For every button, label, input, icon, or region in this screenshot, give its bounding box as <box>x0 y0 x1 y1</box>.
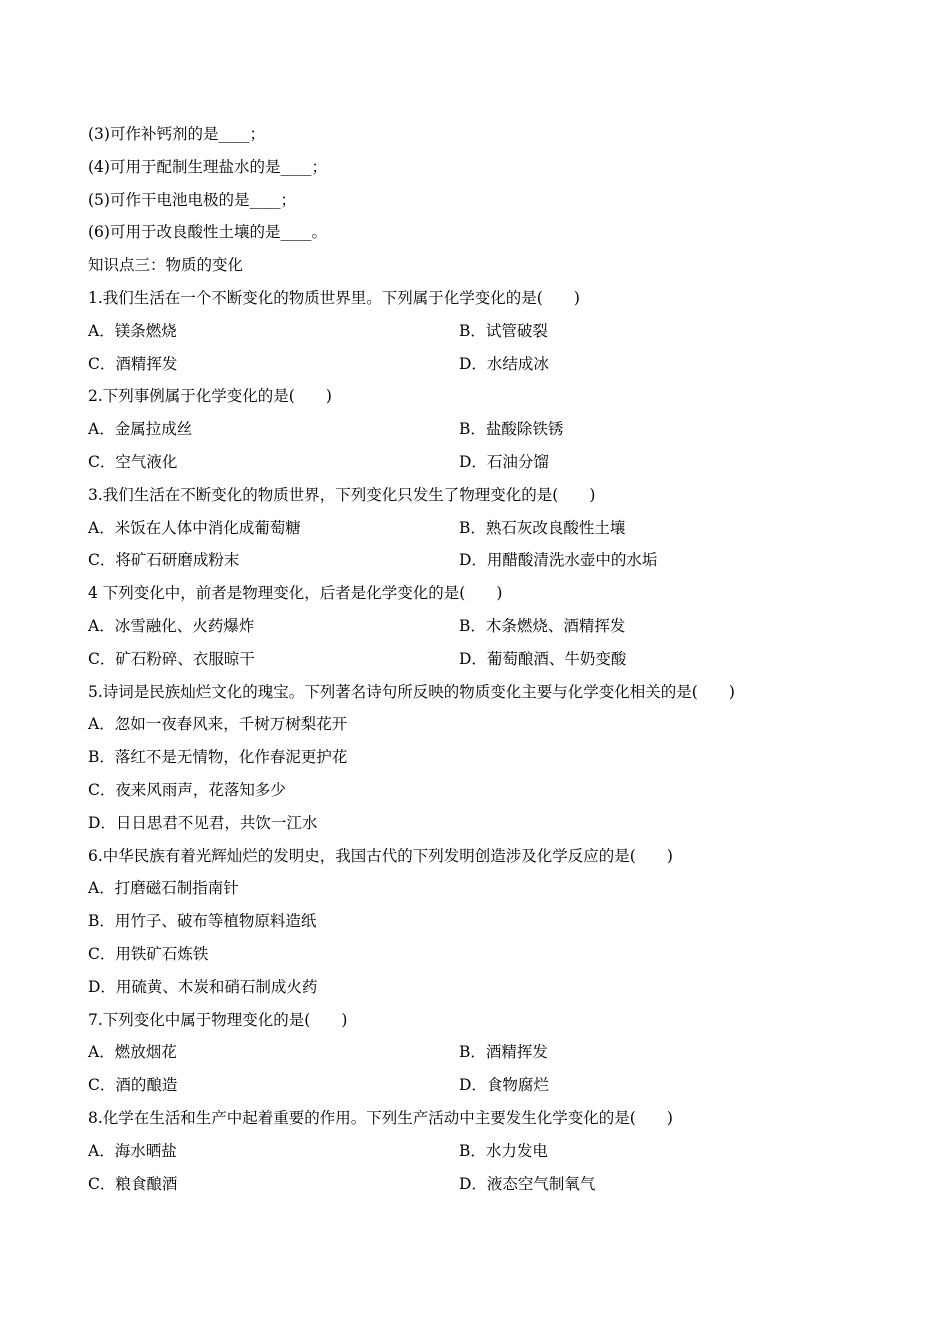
option-row <box>88 413 868 446</box>
option-a: A．海水晒盐 <box>88 1141 177 1160</box>
option-c: C．矿石粉碎、衣服晾干 <box>88 649 255 668</box>
option-b: B．熟石灰改良酸性土壤 <box>459 518 626 537</box>
option-c: C．用铁矿石炼铁 <box>88 944 209 963</box>
option-b: B．盐酸除铁锈 <box>459 420 564 439</box>
fill-item: (3)可作补钙剂的是____； <box>88 125 265 143</box>
option-row <box>88 1036 868 1069</box>
option-d: D．用硫黄、木炭和硝石制成火药 <box>88 977 318 996</box>
option-d: D．石油分馏 <box>459 452 549 471</box>
question-stem: 8.化学在生活和生产中起着重要的作用。下列生产活动中主要发生化学变化的是( ) <box>88 1108 673 1127</box>
option-d: D．日日思君不见君，共饮一江水 <box>88 813 318 832</box>
question-stem: 5.诗词是民族灿烂文化的瑰宝。下列著名诗句所反映的物质变化主要与化学变化相关的是( ) <box>88 682 735 701</box>
section-title: 知识点三：物质的变化 <box>88 256 244 275</box>
question-stem: 1.我们生活在一个不断变化的物质世界里。下列属于化学变化的是( ) <box>88 288 580 307</box>
option-b: B．试管破裂 <box>459 321 548 340</box>
option-c: C．酒精挥发 <box>88 354 178 373</box>
option-d: D．葡萄酿酒、牛奶变酸 <box>459 649 627 668</box>
option-c: C．酒的酿造 <box>88 1076 178 1095</box>
fill-item: (5)可作干电池电极的是____； <box>88 190 296 209</box>
option-row <box>88 512 868 545</box>
option-b: B．用竹子、破布等植物原料造纸 <box>88 912 317 931</box>
option-b: B．酒精挥发 <box>459 1043 548 1062</box>
option-b: B．水力发电 <box>459 1141 548 1160</box>
option-row <box>88 348 868 381</box>
option-row <box>88 544 868 577</box>
fill-item: (6)可用于改良酸性土壤的是____。 <box>88 223 327 242</box>
option-a: A．金属拉成丝 <box>88 420 193 439</box>
option-row <box>88 1069 868 1102</box>
question-stem: 2.下列事例属于化学变化的是( ) <box>88 387 332 406</box>
option-a: A．冰雪融化、火药爆炸 <box>88 616 255 635</box>
question-stem: 3.我们生活在不断变化的物质世界，下列变化只发生了物理变化的是( ) <box>88 485 596 504</box>
option-a: A．米饭在人体中消化成葡萄糖 <box>88 518 301 537</box>
question-stem: 4 下列变化中，前者是物理变化，后者是化学变化的是( ) <box>88 584 503 603</box>
option-c: C．空气液化 <box>88 452 178 471</box>
option-b: B．木条燃烧、酒精挥发 <box>459 616 626 635</box>
option-a: A．忽如一夜春风来，千树万树梨花开 <box>88 715 348 734</box>
question-stem: 6.中华民族有着光辉灿烂的发明史，我国古代的下列发明创造涉及化学反应的是( ) <box>88 846 673 865</box>
option-c: C．将矿石研磨成粉末 <box>88 551 240 570</box>
question-stem: 7.下列变化中属于物理变化的是( ) <box>88 1010 348 1029</box>
option-row <box>88 1135 868 1168</box>
option-c: C．粮食酿酒 <box>88 1174 178 1193</box>
option-d: D．食物腐烂 <box>459 1076 549 1095</box>
option-d: D．液态空气制氧气 <box>459 1174 596 1193</box>
option-row <box>88 643 868 676</box>
option-a: A．镁条燃烧 <box>88 321 177 340</box>
option-row <box>88 610 868 643</box>
fill-item: (4)可用于配制生理盐水的是____； <box>88 157 327 176</box>
worksheet-page <box>88 118 868 1200</box>
option-b: B．落红不是无情物，化作春泥更护花 <box>88 748 348 767</box>
option-a: A．打磨磁石制指南针 <box>88 879 239 898</box>
option-row <box>88 315 868 348</box>
option-d: D．水结成冰 <box>459 354 549 373</box>
option-row <box>88 446 868 479</box>
option-c: C．夜来风雨声，花落知多少 <box>88 780 286 799</box>
option-d: D．用醋酸清洗水壶中的水垢 <box>459 551 658 570</box>
option-a: A．燃放烟花 <box>88 1043 177 1062</box>
option-row <box>88 1168 868 1201</box>
